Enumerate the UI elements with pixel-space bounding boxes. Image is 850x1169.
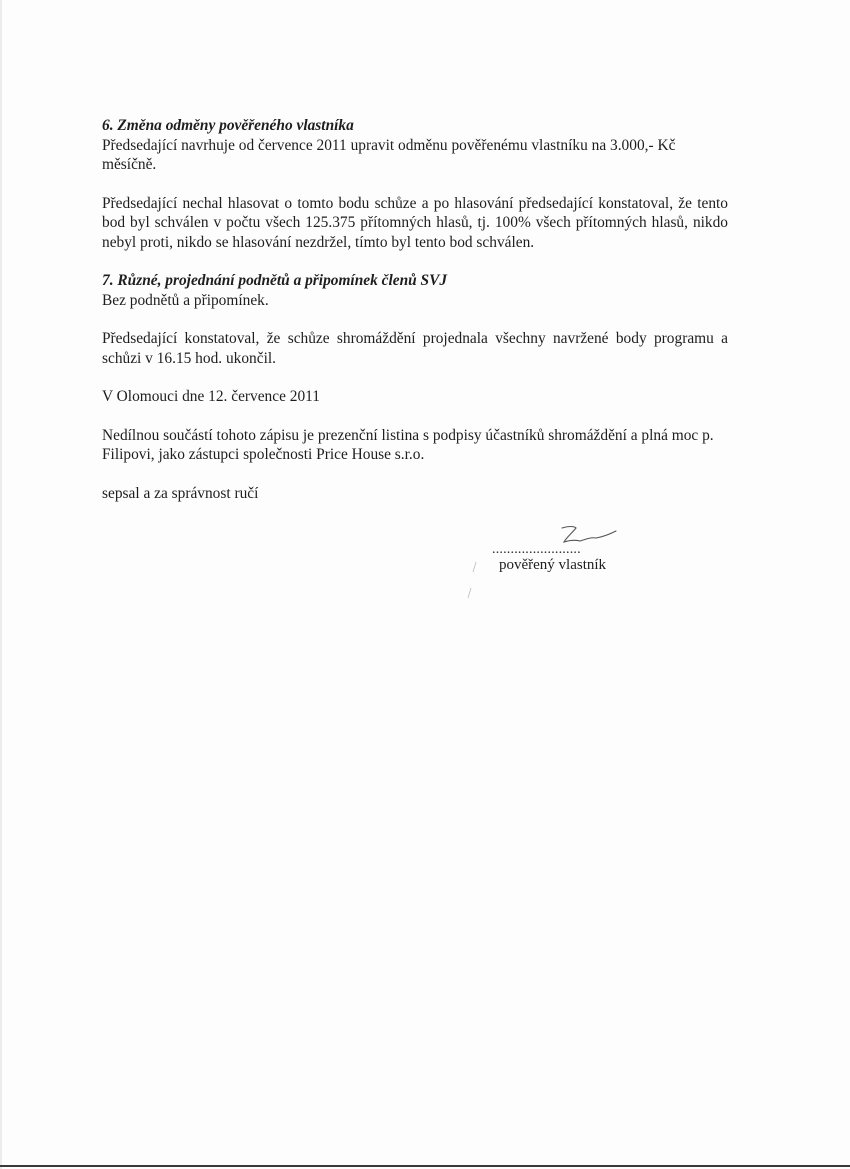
signature-block	[492, 520, 632, 580]
stray-pen-mark	[466, 560, 478, 600]
signed-by-note: sepsal a za správnost ručí	[102, 484, 259, 502]
section-6-vote: Předsedající nechal hlasovat o tomto bodu schůze a po hlasování předsedající konstatoval, že tento bod byl schválen v počtu všech 125.375 přítomných hlasů, tj. 100% všech přítomných hlasů, nikdo nebyl proti, nikdo se hlasování nezdržel, tímto byl tento bod schválen.	[102, 194, 728, 251]
scan-edge	[0, 0, 2, 1169]
closing-statement: Předsedající konstatoval, že schůze shromáždění projednala všechny navržené body programu a schůzi v 16.15 hod. ukončil.	[102, 330, 728, 367]
place-date: V Olomouci dne 12. července 2011	[102, 388, 320, 405]
section-7-text: Bez podnětů a připomínek.	[102, 291, 269, 309]
attachment-note: Nedílnou součástí tohoto zápisu je prezenční listina s podpisy účastníků shromáždění a plná moc p. Filipovi, jako zástupci společnosti Price House s.r.o.	[102, 426, 714, 463]
section-6-heading: 6. Změna odměny pověřeného vlastníka	[102, 117, 354, 134]
scan-bottom-edge	[0, 1165, 850, 1167]
section-7-heading: 7. Různé, projednání podnětů a připomínek členů SVJ	[102, 272, 448, 289]
section-6-proposal: Předsedající navrhuje od července 2011 upravit odměnu pověřenému vlastníku na 3.000,- Kč měsíčně.	[102, 136, 676, 173]
signature-label: pověřený vlastník	[499, 557, 607, 573]
signature-line: ........................	[492, 542, 581, 557]
minutes-body	[102, 116, 728, 503]
